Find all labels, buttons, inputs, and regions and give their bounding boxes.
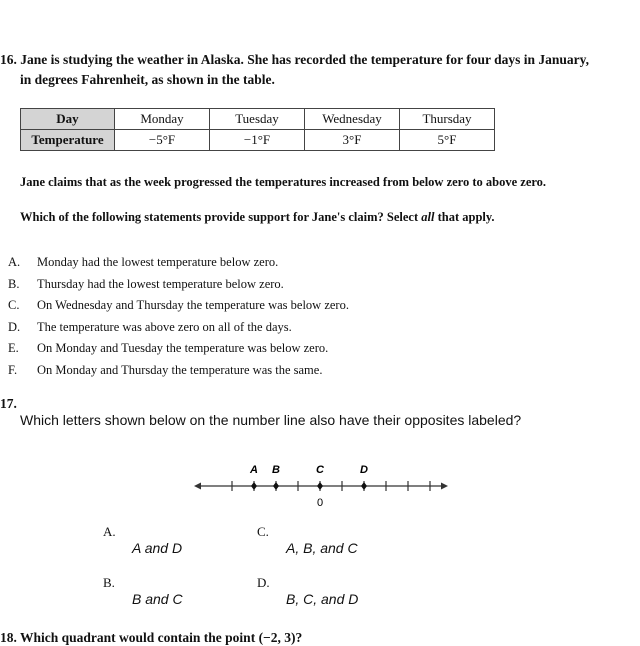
option-letter: A. — [8, 255, 21, 269]
q16-line2: in degrees Fahrenheit, as shown in the table. — [20, 72, 275, 87]
point-marker — [361, 482, 367, 490]
cell: 3°F — [305, 130, 400, 151]
q18-text: 18. Which quadrant would contain the point (−2, 3)? — [0, 630, 303, 645]
cell: Thursday — [400, 109, 495, 130]
option-text: Thursday had the lowest temperature below zero. — [37, 276, 284, 291]
zero-label: 0 — [316, 497, 324, 509]
option-letter: E. — [8, 341, 19, 355]
option-letter: C. — [8, 298, 20, 312]
number-line — [180, 455, 460, 515]
point-label: A — [250, 464, 258, 476]
option-letter: B. — [8, 276, 20, 291]
q17-number: 17. — [0, 396, 17, 411]
cell: 5°F — [400, 130, 495, 151]
option-letter: F. — [8, 362, 18, 377]
point-label: C — [316, 464, 324, 476]
right-arrow — [441, 483, 448, 490]
header-temperature: Temperature — [21, 130, 115, 151]
option-text: The temperature was above zero on all of the days. — [37, 319, 292, 334]
cell: Wednesday — [305, 109, 400, 130]
point-marker — [251, 482, 257, 490]
cell: −5°F — [115, 130, 210, 151]
choice-letter: B. — [103, 575, 115, 590]
option-text: Monday had the lowest temperature below zero. — [37, 255, 279, 269]
cell: −1°F — [210, 130, 305, 151]
q17-question: Which letters shown below on the number line also have their opposites labeled? — [20, 412, 522, 428]
option-text: On Monday and Thursday the temperature was the same. — [37, 362, 323, 377]
option-letter: D. — [8, 319, 21, 334]
header-day: Day — [21, 109, 115, 130]
prompt: Which of the following statements provide support for Jane's claim? Select all that apply. — [20, 210, 495, 224]
claim: Jane claims that as the week progressed the temperatures increased from below zero to above zero. — [20, 175, 547, 189]
option-text: On Monday and Tuesday the temperature was below zero. — [37, 341, 329, 355]
choice-letter: A. — [103, 524, 116, 539]
point-label: B — [272, 464, 280, 476]
temperature-table — [20, 108, 495, 151]
point-marker — [273, 482, 279, 490]
option-text: On Wednesday and Thursday the temperature was below zero. — [37, 298, 349, 312]
choice-letter: D. — [257, 575, 270, 590]
point-marker — [317, 482, 323, 490]
choice-text: B, C, and D — [286, 591, 359, 607]
choice-text: A, B, and C — [286, 540, 358, 556]
choice-text: B and C — [132, 591, 183, 607]
left-arrow — [194, 483, 201, 490]
cell: Monday — [115, 109, 210, 130]
q16-line1: 16. Jane is studying the weather in Alaska. She has recorded the temperature for four days in January, — [0, 52, 590, 67]
choice-letter: C. — [257, 524, 269, 539]
choice-text: A and D — [132, 540, 183, 556]
point-label: D — [360, 464, 368, 476]
cell: Tuesday — [210, 109, 305, 130]
